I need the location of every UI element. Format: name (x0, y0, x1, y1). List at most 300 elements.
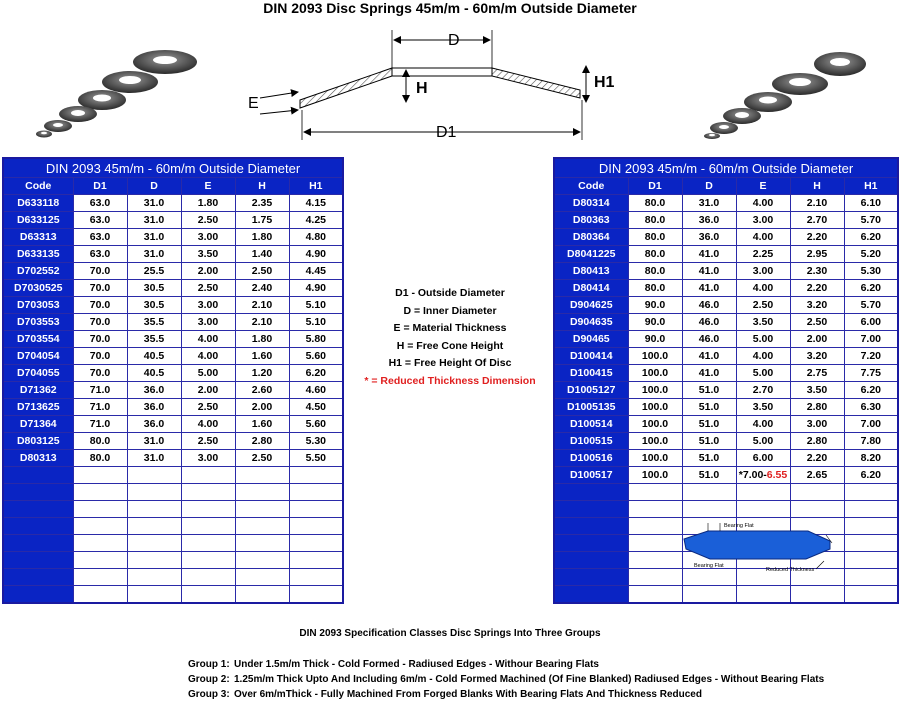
table-row (3, 280, 343, 297)
cell-h: 2.00 (790, 331, 844, 348)
cell-e: 2.50 (181, 212, 235, 229)
cell-h1: 5.70 (844, 297, 898, 314)
cell-code: D7030525 (3, 280, 73, 297)
empty-cell (844, 484, 898, 501)
cell-d1: 90.0 (628, 297, 682, 314)
cell-d1: 63.0 (73, 195, 127, 212)
empty-cell (127, 501, 181, 518)
cell-code: D100516 (554, 450, 628, 467)
cell-d1: 90.0 (628, 314, 682, 331)
empty-cell (127, 552, 181, 569)
cell-e: 5.00 (181, 365, 235, 382)
cell-e: 3.00 (181, 314, 235, 331)
group-item (188, 657, 824, 672)
empty-cell (127, 586, 181, 604)
table-row (3, 314, 343, 331)
cell-h1: 6.00 (844, 314, 898, 331)
cell-d: 31.0 (127, 433, 181, 450)
cell-code: D80414 (554, 280, 628, 297)
table-header-row (3, 178, 343, 195)
cell-d1: 80.0 (628, 263, 682, 280)
empty-cell (628, 518, 682, 535)
cell-d1: 63.0 (73, 229, 127, 246)
spec-table-left (2, 157, 344, 604)
cell-h1: 5.60 (289, 416, 343, 433)
empty-cell (181, 569, 235, 586)
cell-h1: 7.00 (844, 331, 898, 348)
cell-d: 30.5 (127, 297, 181, 314)
cell-d1: 100.0 (628, 382, 682, 399)
cell-code: D80413 (554, 263, 628, 280)
cell-d1: 100.0 (628, 433, 682, 450)
cell-h1: 4.50 (289, 399, 343, 416)
cell-d1: 70.0 (73, 263, 127, 280)
cell-e: *7.00-6.55 (736, 467, 790, 484)
empty-cell (73, 518, 127, 535)
cell-h1: 4.90 (289, 280, 343, 297)
cell-d1: 70.0 (73, 280, 127, 297)
cell-d: 31.0 (127, 246, 181, 263)
empty-cell (73, 586, 127, 604)
table-row (554, 195, 898, 212)
cell-h: 1.75 (235, 212, 289, 229)
empty-table-row (3, 484, 343, 501)
empty-cell (181, 501, 235, 518)
column-header-code: Code (3, 178, 73, 195)
column-header-e: E (181, 178, 235, 195)
empty-cell (628, 586, 682, 604)
cell-d: 41.0 (682, 263, 736, 280)
cell-code: D100414 (554, 348, 628, 365)
cell-e: 2.50 (181, 280, 235, 297)
group-text: Under 1.5m/m Thick - Cold Formed - Radiused Edges - Withour Bearing Flats (234, 659, 599, 670)
cell-d1: 70.0 (73, 297, 127, 314)
cell-e: 3.50 (736, 314, 790, 331)
empty-cell (844, 535, 898, 552)
empty-cell (628, 501, 682, 518)
cell-h1: 5.60 (289, 348, 343, 365)
group-label: Group 1: (188, 659, 230, 670)
cell-h: 3.00 (790, 416, 844, 433)
disc-spring-cross-section-diagram (240, 22, 620, 150)
cell-h1: 5.50 (289, 450, 343, 467)
cell-h1: 7.75 (844, 365, 898, 382)
cell-d: 51.0 (682, 467, 736, 484)
empty-cell (844, 552, 898, 569)
column-header-h1: H1 (844, 178, 898, 195)
empty-cell (181, 535, 235, 552)
table-row (3, 331, 343, 348)
cell-code: D713625 (3, 399, 73, 416)
cell-d1: 80.0 (628, 212, 682, 229)
empty-cell (3, 518, 73, 535)
cell-d1: 63.0 (73, 212, 127, 229)
group-item (188, 687, 824, 702)
column-header-d: D (682, 178, 736, 195)
cell-d: 36.0 (127, 382, 181, 399)
table-row (3, 263, 343, 280)
empty-table-row (3, 586, 343, 604)
empty-table-row (554, 484, 898, 501)
empty-cell (790, 484, 844, 501)
empty-cell (554, 518, 628, 535)
cell-h1: 5.80 (289, 331, 343, 348)
cell-h: 2.95 (790, 246, 844, 263)
label-d1: D1 (436, 124, 457, 141)
spec-groups-list (188, 657, 824, 702)
cell-e: 4.00 (181, 348, 235, 365)
cell-d: 51.0 (682, 416, 736, 433)
table-body (3, 195, 343, 604)
empty-cell (289, 484, 343, 501)
table-row (554, 399, 898, 416)
cell-h: 1.60 (235, 348, 289, 365)
table-row (554, 416, 898, 433)
legend-item: D1 - Outside Diameter (395, 287, 505, 299)
cell-code: D633118 (3, 195, 73, 212)
table-row (3, 297, 343, 314)
empty-table-row (554, 586, 898, 604)
empty-cell (3, 484, 73, 501)
empty-cell (73, 535, 127, 552)
cell-h: 1.40 (235, 246, 289, 263)
cell-h: 1.60 (235, 416, 289, 433)
legend-note: * = Reduced Thickness Dimension (364, 374, 536, 387)
cell-h: 2.40 (235, 280, 289, 297)
empty-cell (3, 569, 73, 586)
column-header-d1: D1 (73, 178, 127, 195)
cell-d1: 71.0 (73, 382, 127, 399)
cell-code: D633135 (3, 246, 73, 263)
table-row (554, 212, 898, 229)
empty-cell (554, 586, 628, 604)
cell-d: 31.0 (127, 212, 181, 229)
empty-cell (235, 518, 289, 535)
cell-e: 3.00 (181, 297, 235, 314)
column-header-h1: H1 (289, 178, 343, 195)
empty-cell (73, 552, 127, 569)
table-row (3, 246, 343, 263)
bearing-flat-top-label: Bearing Flat (724, 523, 754, 529)
table-row (3, 348, 343, 365)
cell-d1: 80.0 (73, 450, 127, 467)
cell-e: 3.50 (736, 399, 790, 416)
empty-cell (235, 535, 289, 552)
cell-d1: 80.0 (628, 280, 682, 297)
empty-cell (181, 467, 235, 484)
cell-d: 36.0 (127, 416, 181, 433)
cell-h: 2.10 (235, 314, 289, 331)
empty-table-row (3, 467, 343, 484)
empty-cell (235, 501, 289, 518)
column-header-e: E (736, 178, 790, 195)
empty-cell (3, 586, 73, 604)
table-row (3, 212, 343, 229)
empty-cell (790, 501, 844, 518)
table-row (3, 416, 343, 433)
cell-h1: 8.20 (844, 450, 898, 467)
empty-cell (844, 569, 898, 586)
cell-d: 51.0 (682, 450, 736, 467)
empty-cell (3, 535, 73, 552)
column-header-d: D (127, 178, 181, 195)
cell-h: 1.80 (235, 229, 289, 246)
table-row (554, 331, 898, 348)
cell-d1: 71.0 (73, 399, 127, 416)
reduced-thickness-label: Reduced Thickness (766, 567, 815, 573)
cell-d1: 70.0 (73, 365, 127, 382)
table-row (554, 467, 898, 484)
cell-h1: 5.10 (289, 314, 343, 331)
empty-table-row (3, 569, 343, 586)
empty-cell (127, 484, 181, 501)
table-row (554, 450, 898, 467)
empty-cell (790, 586, 844, 604)
cell-code: D703554 (3, 331, 73, 348)
cell-h1: 7.00 (844, 416, 898, 433)
cell-h: 3.20 (790, 297, 844, 314)
cell-d1: 80.0 (628, 246, 682, 263)
cell-h: 1.20 (235, 365, 289, 382)
empty-cell (127, 518, 181, 535)
cell-h: 2.00 (235, 399, 289, 416)
cell-h: 2.70 (790, 212, 844, 229)
cell-h: 2.80 (790, 399, 844, 416)
cell-d1: 63.0 (73, 246, 127, 263)
legend-item: H = Free Cone Height (396, 339, 504, 352)
cell-h1: 6.20 (844, 280, 898, 297)
cell-code: D80364 (554, 229, 628, 246)
cell-d1: 80.0 (73, 433, 127, 450)
cell-h: 2.60 (235, 382, 289, 399)
empty-cell (181, 484, 235, 501)
empty-cell (3, 501, 73, 518)
cell-d: 51.0 (682, 399, 736, 416)
cell-h1: 6.10 (844, 195, 898, 212)
cell-d1: 70.0 (73, 348, 127, 365)
cell-h1: 6.30 (844, 399, 898, 416)
empty-cell (235, 586, 289, 604)
empty-cell (181, 552, 235, 569)
empty-table-row (3, 518, 343, 535)
legend-item: E = Material Thickness (393, 322, 507, 335)
table-row (3, 382, 343, 399)
cell-e: 3.00 (181, 450, 235, 467)
empty-cell (289, 552, 343, 569)
cell-d: 51.0 (682, 382, 736, 399)
cell-d1: 100.0 (628, 399, 682, 416)
cell-e: 5.00 (736, 331, 790, 348)
empty-cell (628, 569, 682, 586)
cell-e: 2.00 (181, 382, 235, 399)
cell-e: 1.80 (181, 195, 235, 212)
cell-e: 2.50 (736, 297, 790, 314)
cell-d: 41.0 (682, 348, 736, 365)
table-row (3, 399, 343, 416)
cell-code: D100515 (554, 433, 628, 450)
cell-d: 46.0 (682, 331, 736, 348)
empty-cell (289, 518, 343, 535)
table-row (554, 297, 898, 314)
cell-d: 31.0 (682, 195, 736, 212)
empty-cell (181, 586, 235, 604)
table-header-row (554, 178, 898, 195)
table-row (3, 450, 343, 467)
column-header-h: H (790, 178, 844, 195)
cell-d1: 100.0 (628, 450, 682, 467)
empty-cell (73, 484, 127, 501)
cell-h: 2.50 (235, 263, 289, 280)
cell-h1: 6.20 (844, 229, 898, 246)
table-row (554, 382, 898, 399)
empty-cell (736, 501, 790, 518)
empty-cell (127, 569, 181, 586)
cell-h: 3.50 (790, 382, 844, 399)
empty-cell (235, 484, 289, 501)
empty-cell (628, 552, 682, 569)
cell-d1: 80.0 (628, 195, 682, 212)
cell-d: 31.0 (127, 229, 181, 246)
cell-h: 2.20 (790, 280, 844, 297)
cell-e: 5.00 (736, 365, 790, 382)
column-header-code: Code (554, 178, 628, 195)
group-label: Group 2: (188, 674, 230, 685)
empty-cell (289, 569, 343, 586)
cell-h: 2.20 (790, 450, 844, 467)
cell-code: D703053 (3, 297, 73, 314)
empty-table-row (3, 501, 343, 518)
cell-h1: 6.20 (289, 365, 343, 382)
cell-d1: 100.0 (628, 348, 682, 365)
empty-cell (289, 535, 343, 552)
cell-h1: 5.70 (844, 212, 898, 229)
cell-e: 2.50 (181, 399, 235, 416)
cell-h1: 6.20 (844, 467, 898, 484)
cell-e: 4.00 (181, 416, 235, 433)
cell-d1: 100.0 (628, 365, 682, 382)
cell-e: 2.50 (181, 433, 235, 450)
cell-code: D1005127 (554, 382, 628, 399)
cell-e: 4.00 (736, 348, 790, 365)
cell-e: 3.50 (181, 246, 235, 263)
label-e: E (248, 95, 259, 112)
cell-h: 2.80 (235, 433, 289, 450)
cell-h: 2.20 (790, 229, 844, 246)
cell-d: 25.5 (127, 263, 181, 280)
cell-e: 4.00 (736, 229, 790, 246)
table-row (554, 263, 898, 280)
group-text: 1.25m/m Thick Upto And Including 6m/m - Cold Formed Machined (Of Fine Blanked) Radiused Edges - Without Bearing Flats (234, 674, 825, 685)
cell-d: 36.0 (127, 399, 181, 416)
cell-code: D8041225 (554, 246, 628, 263)
cell-d1: 70.0 (73, 331, 127, 348)
cell-h: 2.80 (790, 433, 844, 450)
table-row (554, 365, 898, 382)
cell-e: 3.00 (736, 212, 790, 229)
cell-e: 5.00 (736, 433, 790, 450)
table-row (554, 433, 898, 450)
empty-cell (554, 569, 628, 586)
cell-d: 40.5 (127, 348, 181, 365)
empty-cell (3, 552, 73, 569)
cell-code: D71364 (3, 416, 73, 433)
bearing-flat-bottom-label: Bearing Flat (694, 563, 724, 569)
cell-h1: 5.30 (844, 263, 898, 280)
cell-h1: 4.90 (289, 246, 343, 263)
empty-cell (682, 501, 736, 518)
cell-h: 2.50 (790, 314, 844, 331)
table-caption: DIN 2093 45m/m - 60m/m Outside Diameter (554, 158, 898, 178)
table-row (554, 280, 898, 297)
empty-cell (554, 484, 628, 501)
cell-code: D71362 (3, 382, 73, 399)
cell-h1: 4.45 (289, 263, 343, 280)
cell-code: D704055 (3, 365, 73, 382)
group-item (188, 672, 824, 687)
cell-d: 35.5 (127, 314, 181, 331)
cell-h: 1.80 (235, 331, 289, 348)
table-row (3, 433, 343, 450)
cell-code: D633125 (3, 212, 73, 229)
empty-cell (682, 586, 736, 604)
cell-h1: 5.20 (844, 246, 898, 263)
empty-cell (235, 467, 289, 484)
column-header-d1: D1 (628, 178, 682, 195)
table-row (3, 195, 343, 212)
cell-h: 2.65 (790, 467, 844, 484)
cell-d: 35.5 (127, 331, 181, 348)
cell-d1: 100.0 (628, 467, 682, 484)
cell-h1: 4.60 (289, 382, 343, 399)
table-row (554, 229, 898, 246)
cell-e: 6.00 (736, 450, 790, 467)
cell-d: 51.0 (682, 433, 736, 450)
cell-e: 3.00 (181, 229, 235, 246)
empty-cell (73, 467, 127, 484)
page-title: DIN 2093 Disc Springs 45m/m - 60m/m Outside Diameter (263, 0, 637, 16)
empty-cell (127, 467, 181, 484)
cell-code: D80313 (3, 450, 73, 467)
cell-d: 31.0 (127, 195, 181, 212)
cell-code: D90465 (554, 331, 628, 348)
cell-d1: 90.0 (628, 331, 682, 348)
cell-d: 41.0 (682, 365, 736, 382)
cell-code: D100514 (554, 416, 628, 433)
legend-item: H1 = Free Height Of Disc (388, 357, 512, 370)
empty-table-row (3, 552, 343, 569)
cell-h1: 6.20 (844, 382, 898, 399)
table-row (554, 246, 898, 263)
empty-cell (844, 501, 898, 518)
cell-code: D100415 (554, 365, 628, 382)
cell-e: 4.00 (736, 280, 790, 297)
empty-cell (181, 518, 235, 535)
cell-d1: 100.0 (628, 416, 682, 433)
cell-code: D704054 (3, 348, 73, 365)
cell-h: 2.10 (235, 297, 289, 314)
table-caption: DIN 2093 45m/m - 60m/m Outside Diameter (3, 158, 343, 178)
table-row (3, 365, 343, 382)
cell-e: 4.00 (736, 416, 790, 433)
cell-h1: 4.15 (289, 195, 343, 212)
disc-springs-image-left (30, 40, 200, 140)
cell-e: 4.00 (736, 195, 790, 212)
empty-cell (682, 484, 736, 501)
bearing-flat-diagram (680, 519, 840, 575)
cell-code: D904635 (554, 314, 628, 331)
cell-e: 2.25 (736, 246, 790, 263)
group-label: Group 3: (188, 689, 230, 700)
